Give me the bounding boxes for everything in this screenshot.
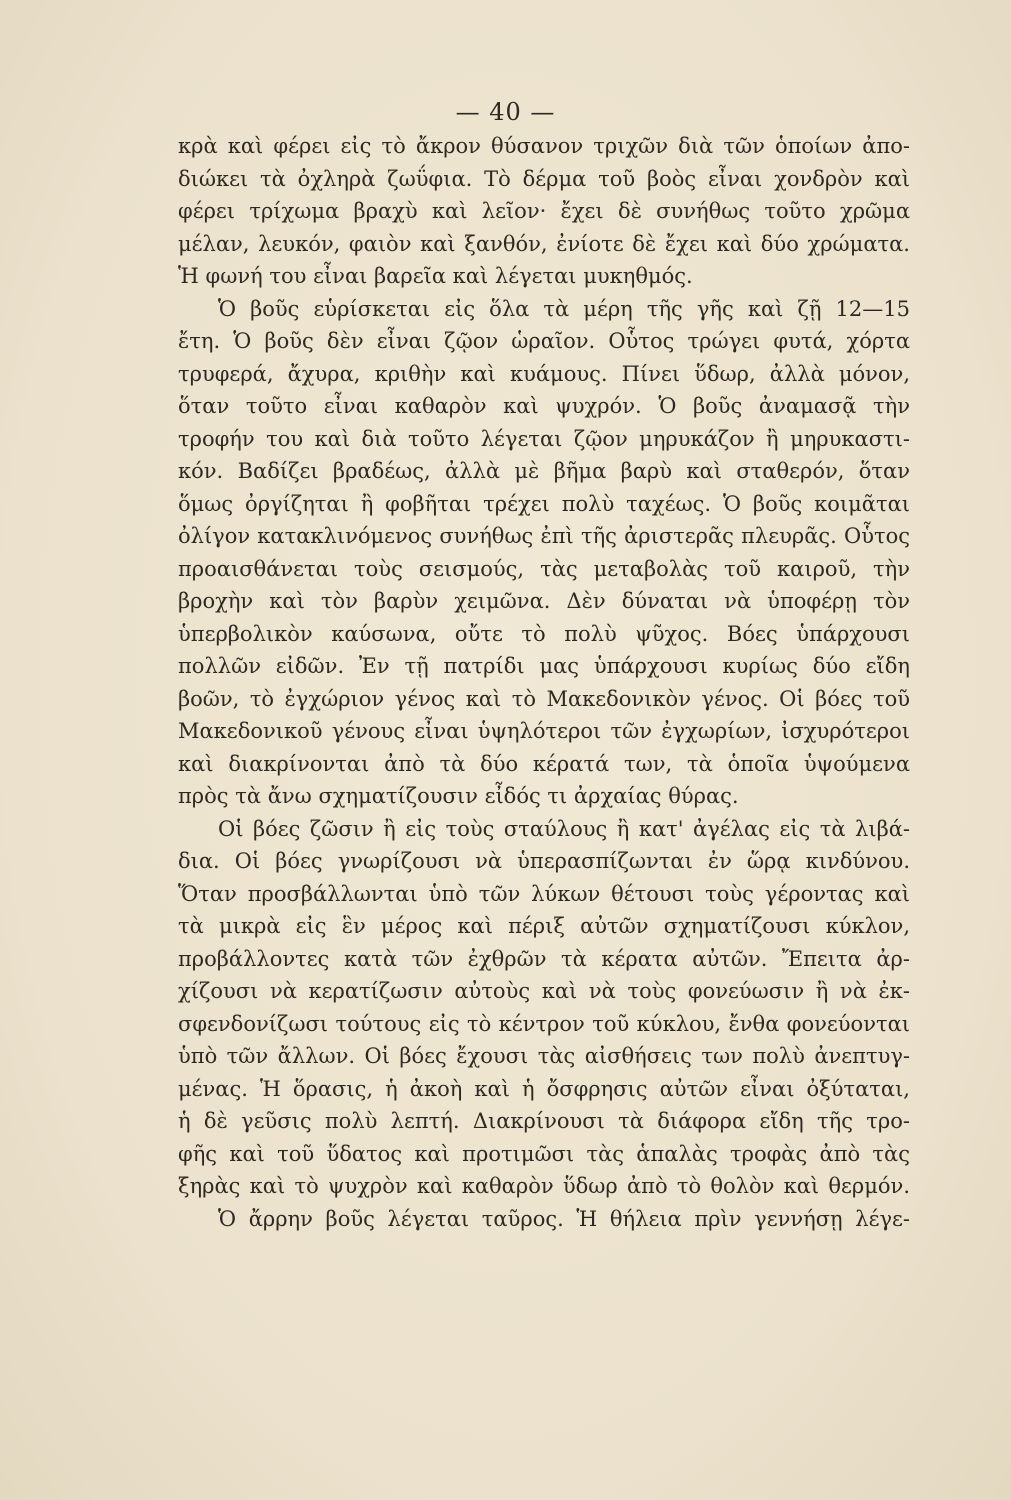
text-line: μέλαν, λευκόν, φαιὸν καὶ ξανθόν, ἐνίοτε δὲ ἔχει καὶ δύο χρώματα. <box>178 231 910 256</box>
text-line: ἡ δὲ γεῦσις πολὺ λεπτή. Διακρίνουσι τὰ διάφορα εἴδη τῆς τρο- <box>178 1109 910 1133</box>
text-line: ὑπερβολικὸν καύσωνα, οὔτε τὸ πολὺ ψῦχος. Βόες ὑπάρχουσι <box>178 621 910 646</box>
text-line: σφενδονίζωσι τούτους εἰς τὸ κέντρον τοῦ κύκλου, ἔνθα φονεύονται <box>178 1011 910 1036</box>
text-line: Μακεδονικοῦ γένους εἶναι ὑψηλότεροι τῶν ἐγχωρίων, ἰσχυρότεροι <box>178 719 910 743</box>
text-line: δια. Οἱ βόες γνωρίζουσι νὰ ὑπερασπίζωνται ἐν ὥρᾳ κινδύνου. <box>178 849 910 873</box>
text-line: κόν. Βαδίζει βραδέως, ἀλλὰ μὲ βῆμα βαρὺ καὶ σταθερόν, ὅταν <box>178 459 910 483</box>
text-line: τὰ μικρὰ εἰς ἓν μέρος καὶ πέριξ αὐτῶν σχηματίζουσι κύκλον, <box>178 914 910 938</box>
text-line: Οἱ βόες ζῶσιν ἢ εἰς τοὺς σταύλους ἢ κατ' ἀγέλας εἰς τὰ λιβά- <box>218 816 910 841</box>
text-line: Ὅταν προσβάλλωνται ὑπὸ τῶν λύκων θέτουσι τοὺς γέροντας καὶ <box>178 881 910 906</box>
text-line: πρὸς τὰ ἄνω σχηματίζουσιν εἶδός τι ἀρχαίας θύρας. <box>178 784 739 808</box>
text-line: φέρει τρίχωμα βραχὺ καὶ λεῖον· ἔχει δὲ συνήθως τοῦτο χρῶμα <box>178 199 910 223</box>
text-line: κρὰ καὶ φέρει εἰς τὸ ἄκρον θύσανον τριχῶν διὰ τῶν ὁποίων ἀπο- <box>178 134 910 158</box>
text-line: τρυφερά, ἄχυρα, κριθὴν καὶ κυάμους. Πίνει ὕδωρ, ἀλλὰ μόνον, <box>178 361 910 386</box>
text-line: καὶ διακρίνονται ἀπὸ τὰ δύο κέρατά των, τὰ ὁποῖα ὑψούμενα <box>178 751 910 776</box>
text-line: προαισθάνεται τοὺς σεισμούς, τὰς μεταβολὰς τοῦ καιροῦ, τὴν <box>178 556 910 581</box>
text-line: πολλῶν εἰδῶν. Ἐν τῇ πατρίδι μας ὑπάρχουσι κυρίως δύο εἴδη <box>178 654 910 678</box>
text-line: ξηρὰς καὶ τὸ ψυχρὸν καὶ καθαρὸν ὕδωρ ἀπὸ τὸ θολὸν καὶ θερμόν. <box>178 1174 910 1198</box>
text-line: βροχὴν καὶ τὸν βαρὺν χειμῶνα. Δὲν δύναται νὰ ὑποφέρῃ τὸν <box>178 589 910 613</box>
text-line: βοῶν, τὸ ἐγχώριον γένος καὶ τὸ Μακεδονικὸν γένος. Οἱ βόες τοῦ <box>178 686 910 711</box>
text-line: ὅμως ὀργίζηται ἢ φοβῆται τρέχει πολὺ ταχέως. Ὁ βοῦς κοιμᾶται <box>178 491 910 516</box>
text-line: φῆς καὶ τοῦ ὕδατος καὶ προτιμῶσι τὰς ἁπαλὰς τροφὰς ἀπὸ τὰς <box>178 1141 910 1166</box>
text-line: Ὁ ἄρρην βοῦς λέγεται ταῦρος. Ἡ θήλεια πρὶν γεννήσῃ λέγε- <box>218 1206 910 1231</box>
body-text <box>178 130 910 1235</box>
text-line: ὅταν τοῦτο εἶναι καθαρὸν καὶ ψυχρόν. Ὁ βοῦς ἀναμασᾷ τὴν <box>178 394 910 418</box>
text-line: ὑπὸ τῶν ἄλλων. Οἱ βόες ἔχουσι τὰς αἰσθήσεις των πολὺ ἀνεπτυγ- <box>178 1044 910 1068</box>
text-line: Ἡ φωνή του εἶναι βαρεῖα καὶ λέγεται μυκηθμός. <box>178 264 693 288</box>
text-line: ἔτη. Ὁ βοῦς δὲν εἶναι ζῷον ὡραῖον. Οὗτος τρώγει φυτά, χόρτα <box>178 329 910 353</box>
page-number: — 40 — <box>455 98 556 126</box>
text-line: Ὁ βοῦς εὑρίσκεται εἰς ὅλα τὰ μέρη τῆς γῆς καὶ ζῇ 12—15 <box>218 296 910 321</box>
text-line: διώκει τὰ ὀχληρὰ ζωΰφια. Τὸ δέρμα τοῦ βοὸς εἶναι χονδρὸν καὶ <box>178 166 910 191</box>
text-line: ὀλίγον κατακλινόμενος συνήθως ἐπὶ τῆς ἀριστερᾶς πλευρᾶς. Οὗτος <box>178 524 910 548</box>
text-line: τροφήν του καὶ διὰ τοῦτο λέγεται ζῷον μηρυκάζον ἢ μηρυκαστι- <box>178 426 910 451</box>
text-line: προβάλλοντες κατὰ τῶν ἐχθρῶν τὰ κέρατα αὐτῶν. Ἔπειτα ἀρ- <box>178 946 910 971</box>
text-line: χίζουσι νὰ κερατίζωσιν αὐτοὺς καὶ νὰ τοὺς φονεύωσιν ἢ νὰ ἐκ- <box>178 979 910 1003</box>
text-line: μένας. Ἡ ὅρασις, ἡ ἀκοὴ καὶ ἡ ὄσφρησις αὐτῶν εἶναι ὀξύταται, <box>178 1076 910 1101</box>
